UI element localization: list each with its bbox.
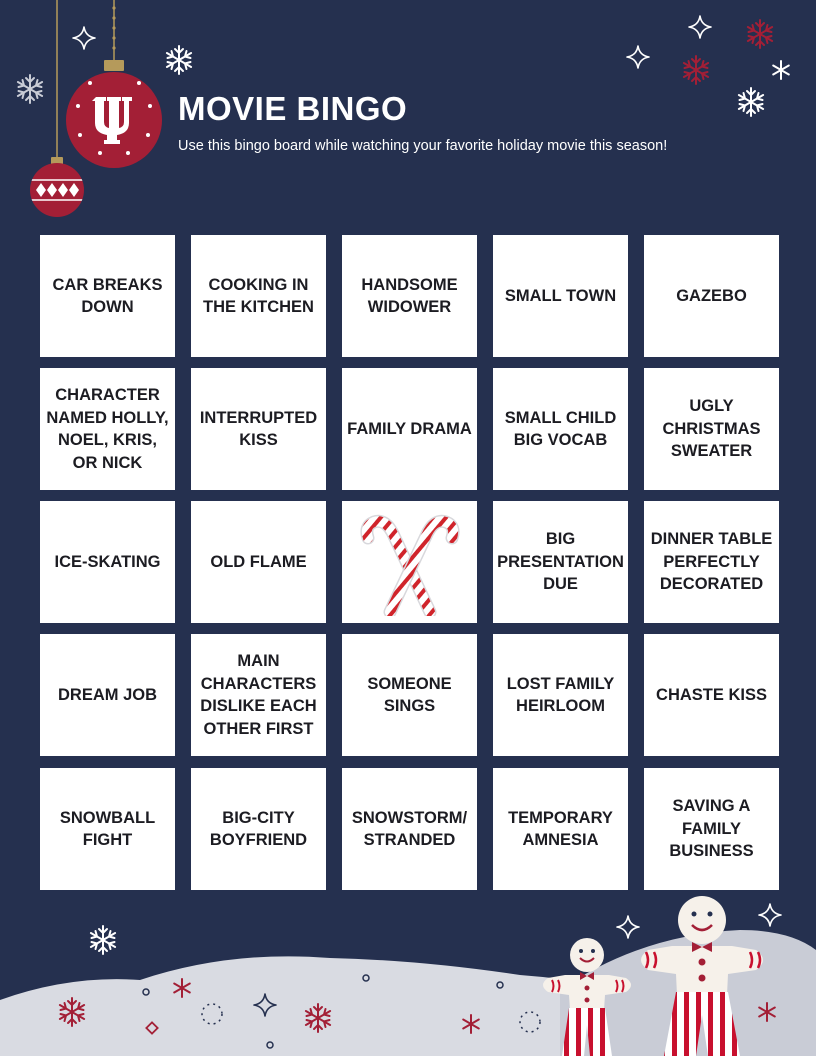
bingo-cell[interactable] (191, 235, 326, 357)
bingo-cell-label: SMALL CHILD BIG VOCAB (504, 408, 617, 449)
bingo-cell[interactable] (493, 235, 628, 357)
bingo-cell-label: SNOWBALL FIGHT (59, 808, 156, 849)
bingo-cell-label: INTERRUPTED KISS (199, 408, 318, 449)
page-title: MOVIE BINGO (178, 90, 408, 127)
bingo-cell-label: FAMILY DRAMA (347, 419, 472, 438)
bingo-cell-label: MAIN CHARACTERS DISLIKE EACH OTHER FIRST (200, 652, 317, 738)
bingo-cell[interactable] (191, 768, 326, 890)
free-space-cell[interactable] (342, 501, 477, 623)
bingo-cell-label: CAR BREAKS DOWN (52, 275, 163, 316)
bingo-cell[interactable] (40, 501, 175, 623)
bingo-cell[interactable] (644, 768, 779, 890)
bingo-cell-label: BIG PRESENTATION DUE (497, 530, 624, 594)
bingo-cell[interactable] (40, 368, 175, 490)
bingo-cell-label: COOKING IN THE KITCHEN (203, 275, 314, 316)
bingo-cell[interactable] (40, 768, 175, 890)
bingo-cell[interactable] (342, 368, 477, 490)
bingo-cell-label: SNOWSTORM/ STRANDED (351, 808, 468, 849)
bingo-cell[interactable] (644, 368, 779, 490)
candy-canes-icon (360, 508, 460, 616)
bingo-cell[interactable] (644, 634, 779, 756)
bingo-cell[interactable] (342, 235, 477, 357)
bingo-cell-label: TEMPORARY AMNESIA (508, 808, 613, 849)
bingo-cell-label: CHASTE KISS (656, 685, 767, 704)
bingo-cell-label: UGLY CHRISTMAS SWEATER (662, 397, 761, 461)
bingo-cell-label: DINNER TABLE PERFECTLY DECORATED (650, 530, 773, 594)
bingo-board (40, 235, 780, 890)
bingo-cell-label: ICE-SKATING (54, 552, 161, 571)
bingo-cell[interactable] (40, 235, 175, 357)
bingo-cell-label: OLD FLAME (210, 552, 307, 571)
bingo-cell-label: DREAM JOB (57, 685, 157, 704)
page-subtitle: Use this bingo board while watching your favorite holiday movie this season! (178, 138, 668, 154)
bingo-cell[interactable] (493, 501, 628, 623)
bingo-cell-label: SAVING A FAMILY BUSINESS (669, 797, 754, 861)
bingo-cell-label: SOMEONE SINGS (367, 674, 452, 715)
bingo-cell[interactable] (40, 634, 175, 756)
bingo-cell-label: LOST FAMILY HEIRLOOM (506, 674, 615, 715)
bingo-cell-label: HANDSOME WIDOWER (361, 275, 458, 316)
bingo-cell-label: GAZEBO (676, 286, 747, 305)
bingo-cell-label: CHARACTER NAMED HOLLY, NOEL, KRIS, OR NICK (46, 386, 169, 472)
bingo-cell[interactable] (191, 501, 326, 623)
bingo-cell[interactable] (191, 634, 326, 756)
bingo-cell[interactable] (342, 768, 477, 890)
bingo-cell[interactable] (644, 501, 779, 623)
bingo-cell[interactable] (342, 634, 477, 756)
bingo-cell[interactable] (191, 368, 326, 490)
bingo-cell-label: SMALL TOWN (504, 286, 617, 305)
bingo-cell[interactable] (644, 235, 779, 357)
bingo-cell-label: BIG-CITY BOYFRIEND (209, 808, 308, 849)
bingo-cell[interactable] (493, 768, 628, 890)
bingo-cell[interactable] (493, 634, 628, 756)
bingo-cell[interactable] (493, 368, 628, 490)
